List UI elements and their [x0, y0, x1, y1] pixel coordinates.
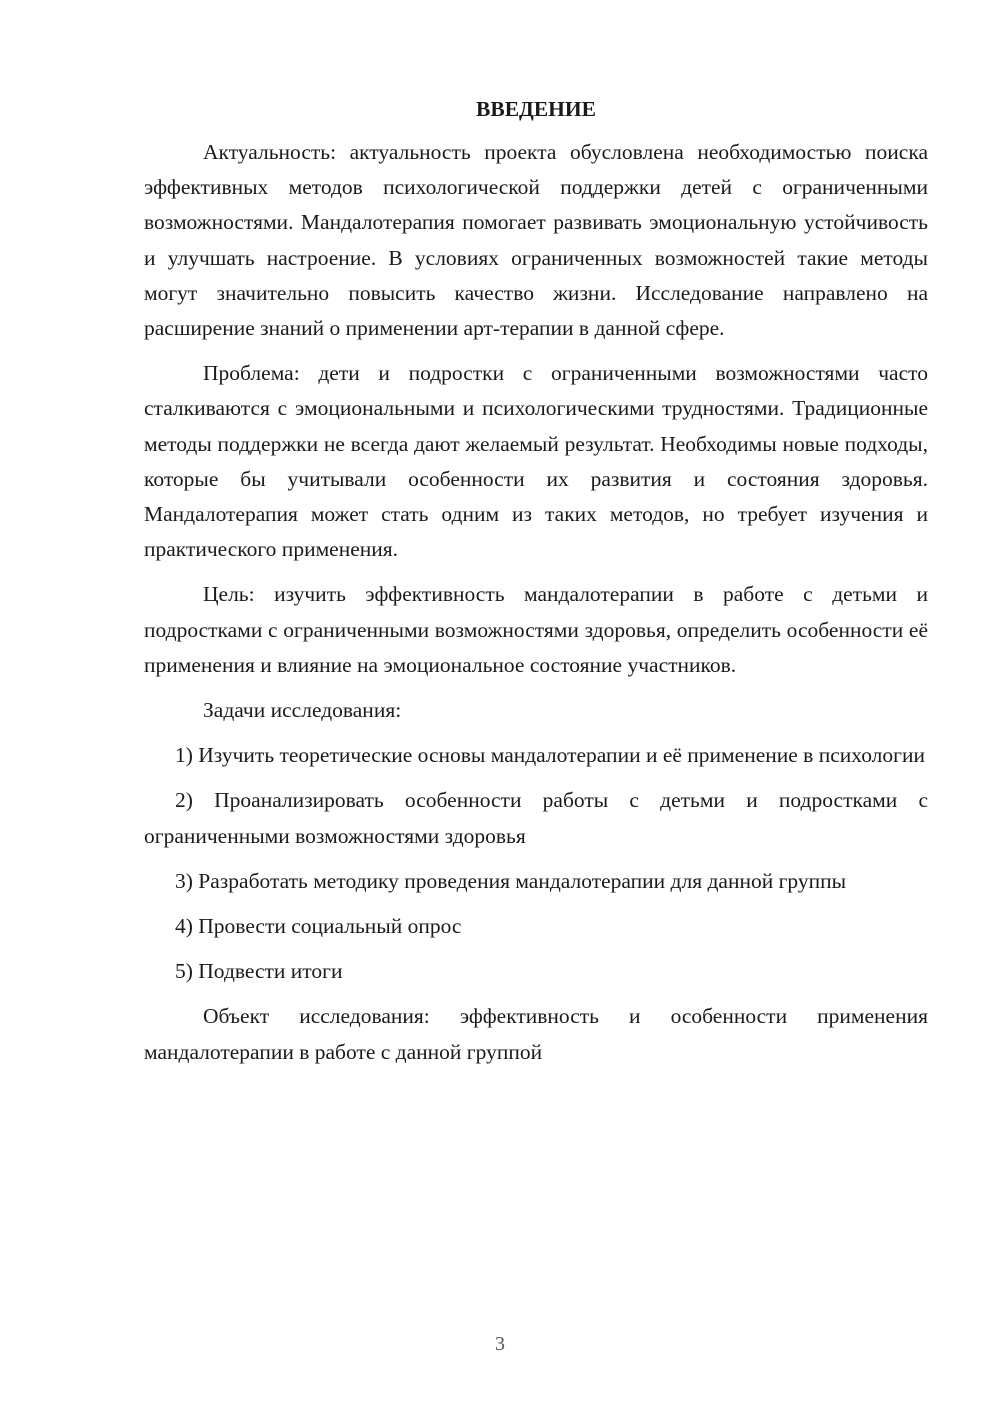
paragraph-problem: Проблема: дети и подростки с ограниченными возможностями часто сталкиваются с эмоциональными и психологическими трудностями. Традиционные методы поддержки не всегда дают желаемый результат. Необходимы новые подходы, которые бы учитывали особенности их развития и состояния здоровья. Мандалотерапия может стать одним из таких методов, но требует изучения и практического применения.	[144, 361, 928, 562]
paragraph-goal: Цель: изучить эффективность мандалотерапии в работе с детьми и подростками с ограниченными возможностями здоровья, определить особенности её применения и влияние на эмоциональное состояние участников.	[144, 582, 928, 677]
paragraph-object: Объект исследования: эффективность и особенности применения мандалотерапии в работе с данной группой	[144, 1004, 928, 1064]
list-item: 2) Проанализировать особенности работы с детьми и подростками с ограниченными возможностями здоровья	[144, 788, 928, 848]
list-item: 1) Изучить теоретические основы мандалотерапии и её применение в психологии	[175, 743, 925, 768]
list-item: 3) Разработать методику проведения мандалотерапии для данной группы	[175, 868, 847, 893]
tasks-heading: Задачи исследования:	[203, 698, 402, 723]
paragraph-relevance: Актуальность: актуальность проекта обусловлена необходимостью поиска эффективных методов психологической поддержки детей с ограниченными возможностями. Мандалотерапия помогает развивать эмоциональную устойчивость и улучшать настроение. В условиях ограниченных возможностей такие методы могут значительно повысить качество жизни. Исследование направлено на расширение знаний о применении арт-терапии в данной сфере.	[144, 140, 928, 341]
document-title: ВВЕДЕНИЕ	[476, 97, 596, 121]
list-item: 4) Провести социальный опрос	[175, 914, 462, 939]
document-page	[144, 92, 928, 1080]
list-item: 5) Подвести итоги	[175, 959, 343, 984]
page-number: 3	[495, 1333, 505, 1355]
